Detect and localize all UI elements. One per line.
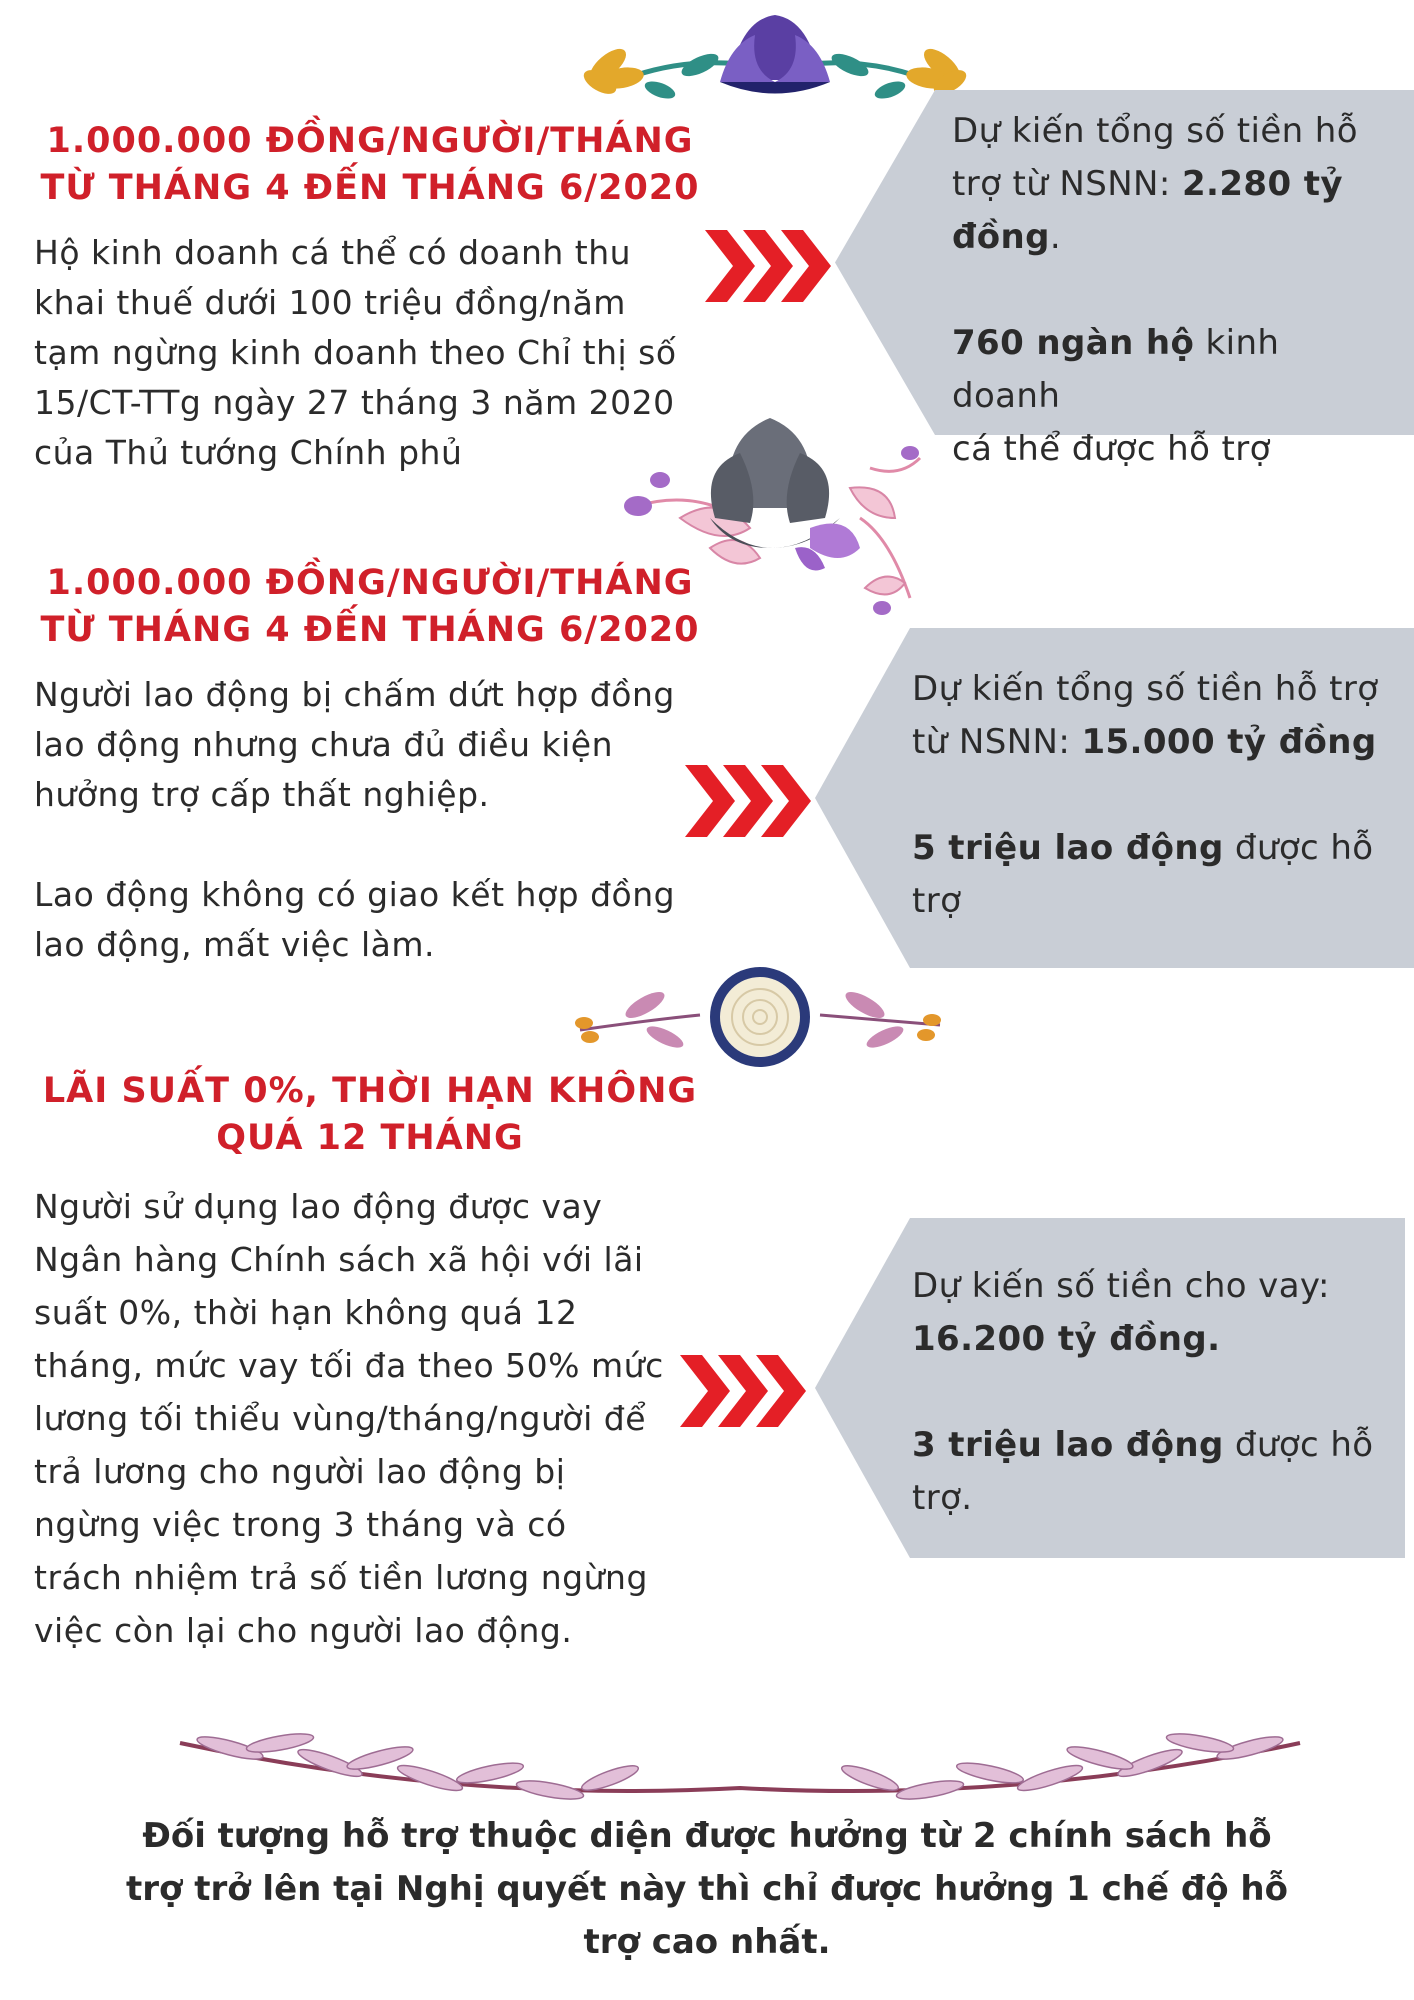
panel-2-line: trợ xyxy=(912,881,962,921)
panel-2-bold-value: 15.000 tỷ đồng xyxy=(1081,722,1377,762)
panel-3-line: trợ. xyxy=(912,1478,973,1518)
section-2-body-line: Lao động không có giao kết hợp đồng xyxy=(34,875,676,914)
section-1-body-line: 15/CT-TTg ngày 27 tháng 3 năm 2020 xyxy=(34,383,675,422)
section-3-heading-line1: LÃI SUẤT 0%, THỜI HẠN KHÔNG xyxy=(42,1071,698,1111)
section-1-body-line: của Thủ tướng Chính phủ xyxy=(34,433,463,472)
section-1-panel-text xyxy=(952,105,1392,476)
section-2-heading-line2: TỪ THÁNG 4 ĐẾN THÁNG 6/2020 xyxy=(40,610,700,650)
section-2-body-line: lao động nhưng chưa đủ điều kiện xyxy=(34,725,614,764)
section-1-body-line: Hộ kinh doanh cá thể có doanh thu xyxy=(34,233,632,272)
flower-top-icon xyxy=(580,10,970,110)
section-3-heading xyxy=(30,1068,710,1162)
panel-1-line: Dự kiến tổng số tiền hỗ xyxy=(952,111,1358,151)
section-2-body-line: lao động, mất việc làm. xyxy=(34,925,436,964)
panel-3-bold-value: 16.200 tỷ đồng. xyxy=(912,1319,1221,1359)
round-flower-icon xyxy=(570,965,950,1075)
section-3-body-line: suất 0%, thời hạn không quá 12 xyxy=(34,1293,578,1332)
section-3-chevron-arrows-icon xyxy=(680,1355,810,1427)
section-2-heading-line1: 1.000.000 ĐỒNG/NGƯỜI/THÁNG xyxy=(46,563,694,603)
footer-note-line: trợ cao nhất. xyxy=(583,1922,831,1962)
panel-2-bold-value: 5 triệu lao động xyxy=(912,828,1224,868)
section-1-heading-line1: 1.000.000 ĐỒNG/NGƯỜI/THÁNG xyxy=(46,121,694,161)
section-3-body-line: việc còn lại cho người lao động. xyxy=(34,1611,573,1650)
section-3-body-line: trách nhiệm trả số tiền lương ngừng xyxy=(34,1558,648,1597)
panel-1-line: . xyxy=(1049,217,1062,257)
panel-1-bold-value: 2.280 tỷ xyxy=(1181,164,1343,204)
section-1-heading-line2: TỪ THÁNG 4 ĐẾN THÁNG 6/2020 xyxy=(40,168,700,208)
panel-2-line: được hỗ xyxy=(1223,828,1374,868)
section-3-body-line: trả lương cho người lao động bị xyxy=(34,1452,566,1491)
section-2-panel-text xyxy=(912,663,1402,928)
panel-3-line: được hỗ xyxy=(1223,1425,1374,1465)
panel-3-line: Dự kiến số tiền cho vay: xyxy=(912,1266,1330,1306)
section-1-body xyxy=(34,228,686,478)
section-2-body-line: hưởng trợ cấp thất nghiệp. xyxy=(34,775,490,814)
footer-note-line: trợ trở lên tại Nghị quyết này thì chỉ được hưởng 1 chế độ hỗ xyxy=(125,1869,1288,1909)
panel-2-line: từ NSNN: xyxy=(912,722,1082,762)
panel-2-line: Dự kiến tổng số tiền hỗ trợ xyxy=(912,669,1379,709)
panel-1-bold-value: đồng xyxy=(952,217,1050,257)
branch-wreath-icon xyxy=(170,1718,1310,1808)
section-3-body-line: Người sử dụng lao động được vay xyxy=(34,1187,603,1226)
panel-1-bold-value: 760 ngàn hộ xyxy=(952,323,1195,363)
section-3-body-line: Ngân hàng Chính sách xã hội với lãi xyxy=(34,1240,644,1279)
panel-1-line: kinh doanh xyxy=(952,323,1280,416)
footer-note xyxy=(60,1810,1354,1969)
section-3-heading-line2: QUÁ 12 THÁNG xyxy=(216,1118,524,1158)
section-3-body xyxy=(34,1180,694,1657)
section-3-body-line: lương tối thiểu vùng/tháng/người để xyxy=(34,1399,646,1438)
section-2-chevron-arrows-icon xyxy=(685,765,815,837)
panel-1-line: trợ từ NSNN: xyxy=(952,164,1182,204)
section-1-chevron-arrows-icon xyxy=(705,230,835,302)
section-1-body-line: khai thuế dưới 100 triệu đồng/năm xyxy=(34,283,626,322)
footer-note-line: Đối tượng hỗ trợ thuộc diện được hưởng từ 2 chính sách hỗ xyxy=(142,1816,1272,1856)
section-2-body-line: Người lao động bị chấm dứt hợp đồng xyxy=(34,675,675,714)
section-1-heading xyxy=(30,118,710,212)
panel-1-line: cá thể được hỗ trợ xyxy=(952,429,1271,469)
section-3-body-line: tháng, mức vay tối đa theo 50% mức xyxy=(34,1346,664,1385)
panel-3-bold-value: 3 triệu lao động xyxy=(912,1425,1224,1465)
section-1-body-line: tạm ngừng kinh doanh theo Chỉ thị số xyxy=(34,333,677,372)
section-2-body xyxy=(34,670,686,970)
section-3-body-line: ngừng việc trong 3 tháng và có xyxy=(34,1505,567,1544)
section-2-heading xyxy=(30,560,710,654)
section-3-panel-text xyxy=(912,1260,1392,1525)
